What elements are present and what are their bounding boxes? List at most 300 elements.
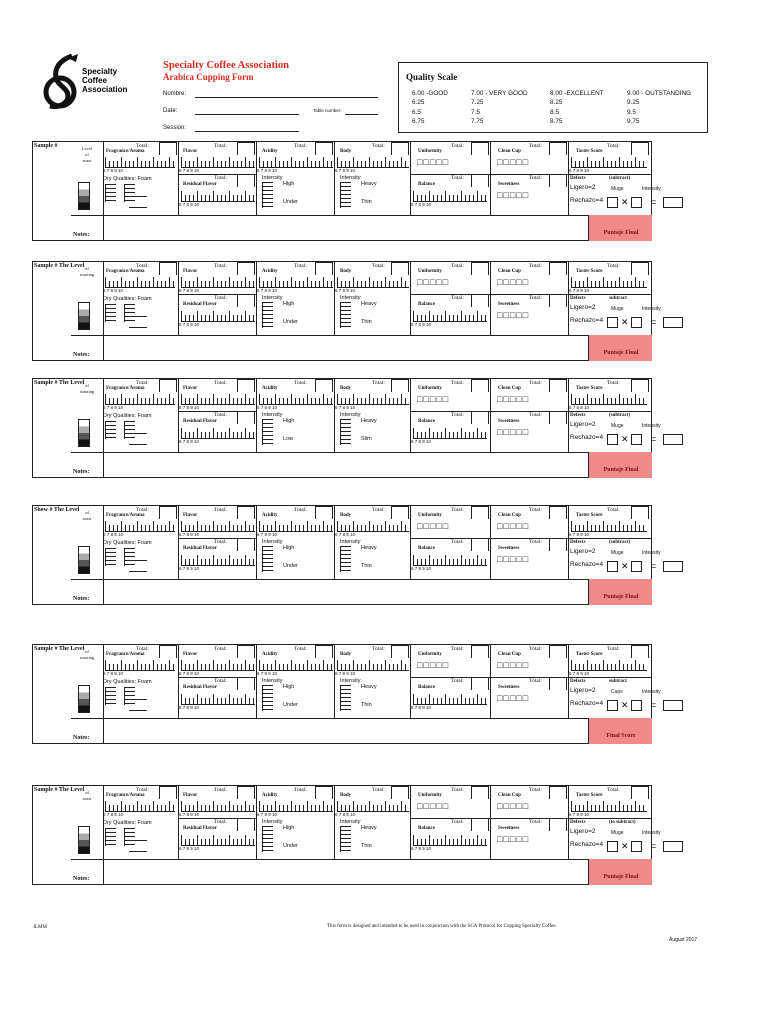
flavor-scale[interactable] xyxy=(181,392,255,405)
taster-score-label: Taster Score xyxy=(576,386,603,391)
total-box[interactable] xyxy=(391,645,409,658)
scale-numbers: 6 7 8 9 10 xyxy=(257,812,278,817)
uniformity-cup-boxes[interactable]: □□□□□ xyxy=(417,394,450,404)
sweetness-cup-boxes[interactable]: □□□□□ xyxy=(497,190,530,200)
intensity-label: Intensity xyxy=(642,830,661,836)
residual-scale[interactable] xyxy=(181,309,255,322)
total-box[interactable] xyxy=(391,142,409,155)
total-box[interactable] xyxy=(471,818,489,831)
final-score-box[interactable] xyxy=(588,579,652,605)
body-intensity-scale[interactable] xyxy=(340,826,351,852)
scale-numbers: 6 7 8 9 10 xyxy=(179,671,200,676)
total-box[interactable] xyxy=(237,818,255,831)
acidity-scale[interactable] xyxy=(259,519,333,532)
sweetness-cup-boxes[interactable]: □□□□□ xyxy=(497,834,530,844)
uniformity-cup-boxes[interactable]: □□□□□ xyxy=(417,157,450,167)
scale-numbers: 6 7 8 9 10 xyxy=(179,405,200,410)
body-intensity-scale[interactable] xyxy=(340,182,351,208)
taster-scale[interactable] xyxy=(571,392,647,405)
clean-cup-label: Clean Cup xyxy=(498,513,521,518)
defect-result-box[interactable] xyxy=(663,317,683,328)
session-label: Session: xyxy=(163,125,187,131)
total-label: Total: xyxy=(529,143,542,149)
total-label: Total: xyxy=(529,819,542,825)
total-box[interactable] xyxy=(471,677,489,690)
scale-numbers: 6 7 8 9 10 xyxy=(411,705,432,710)
final-score-label: Puntaje Final xyxy=(603,874,639,880)
heavy-label: Heavy xyxy=(361,684,377,690)
taster-scale[interactable] xyxy=(571,155,647,168)
flavor-scale[interactable] xyxy=(181,519,255,532)
scale-numbers: 6 7 8 9 10 xyxy=(257,532,278,537)
total-box[interactable] xyxy=(471,538,489,551)
roast-level-swatch[interactable] xyxy=(78,546,90,574)
total-label: Total: xyxy=(372,646,385,652)
total-box[interactable] xyxy=(631,786,649,799)
sweetness-cup-boxes[interactable]: □□□□□ xyxy=(497,310,530,320)
total-label: Total: xyxy=(294,263,307,269)
total-label: Total: xyxy=(214,678,227,684)
clean-cup-boxes[interactable]: □□□□□ xyxy=(497,521,530,531)
sample-label: Sample # The Level xyxy=(34,787,85,793)
acidity-scale[interactable] xyxy=(259,799,333,812)
equals-sign: = xyxy=(651,197,657,207)
defect-cups-box[interactable] xyxy=(607,197,618,208)
sweetness-cup-boxes[interactable]: □□□□□ xyxy=(497,693,530,703)
residual-scale[interactable] xyxy=(181,426,255,439)
residual-scale[interactable] xyxy=(181,833,255,846)
defect-result-box[interactable] xyxy=(663,700,683,711)
flavor-label: Flavor xyxy=(183,513,198,518)
date-label: Date: xyxy=(163,108,178,114)
balance-scale[interactable] xyxy=(413,189,487,202)
final-score-label: Puntaje Final xyxy=(603,594,639,600)
scale-numbers: 6 7 8 9 10 xyxy=(411,846,432,851)
flavor-label: Flavor xyxy=(183,269,198,274)
balance-scale[interactable] xyxy=(413,426,487,439)
high-label: High xyxy=(283,301,295,307)
total-box[interactable] xyxy=(549,411,567,424)
heavy-label: Heavy xyxy=(361,301,377,307)
divider xyxy=(569,174,651,175)
rechazo-label: Rechazo=4 xyxy=(570,317,604,324)
sweetness-label: Sweetness xyxy=(498,182,520,187)
flavor-scale[interactable] xyxy=(181,658,255,671)
defect-intensity-box[interactable] xyxy=(631,841,642,852)
total-box[interactable] xyxy=(631,262,649,275)
total-box[interactable] xyxy=(549,262,567,275)
scale-numbers: 6 7 8 9 10 xyxy=(569,812,590,817)
body-label: Body xyxy=(340,652,352,657)
defect-result-box[interactable] xyxy=(663,841,683,852)
intensity-label: Intensity xyxy=(340,295,361,301)
total-box[interactable] xyxy=(237,538,255,551)
balance-scale[interactable] xyxy=(413,309,487,322)
defect-intensity-box[interactable] xyxy=(631,197,642,208)
rechazo-label: Rechazo=4 xyxy=(570,197,604,204)
acidity-intensity-scale[interactable] xyxy=(262,302,273,328)
body-cell xyxy=(335,645,411,718)
total-label: Total: xyxy=(451,295,464,301)
body-intensity-scale[interactable] xyxy=(340,685,351,711)
sample-label: Show # The Level xyxy=(34,507,80,513)
total-box[interactable] xyxy=(159,262,177,275)
quality-scale-col: 8.00 -EXCELLENT 8.25 8.5 8.75 xyxy=(550,90,604,125)
total-label: Total: xyxy=(294,787,307,793)
total-label: Total: xyxy=(451,175,464,181)
uniformity-label: Uniformity xyxy=(418,793,442,798)
total-box[interactable] xyxy=(549,677,567,690)
total-box[interactable] xyxy=(315,506,333,519)
body-intensity-scale[interactable] xyxy=(340,546,351,572)
body-intensity-scale[interactable] xyxy=(340,419,351,445)
total-box[interactable] xyxy=(315,645,333,658)
defect-cups-box[interactable] xyxy=(607,700,618,711)
total-box[interactable] xyxy=(471,645,489,658)
clean-cup-boxes[interactable]: □□□□□ xyxy=(497,157,530,167)
uniformity-cell xyxy=(411,786,491,859)
residual-flavor-label: Residual Flavor xyxy=(183,182,218,187)
defect-cups-box[interactable] xyxy=(607,561,618,572)
intensity-label: Intensity xyxy=(340,412,361,418)
roast-level-swatch[interactable] xyxy=(78,182,90,210)
defect-intensity-box[interactable] xyxy=(631,434,642,445)
scale-numbers: 6 7 8 9 10 xyxy=(335,812,356,817)
defect-intensity-box[interactable] xyxy=(631,700,642,711)
fragrance-scale[interactable] xyxy=(105,275,175,288)
defects-label: Defects xyxy=(570,679,586,684)
final-score-label: Final Score xyxy=(606,733,636,739)
total-box[interactable] xyxy=(237,506,255,519)
acidity-intensity-scale[interactable] xyxy=(262,685,273,711)
total-box[interactable] xyxy=(631,645,649,658)
total-box[interactable] xyxy=(315,142,333,155)
total-box[interactable] xyxy=(471,142,489,155)
uniformity-cup-boxes[interactable]: □□□□□ xyxy=(417,521,450,531)
body-scale[interactable] xyxy=(337,519,409,532)
scale-numbers: 6 7 8 9 10 xyxy=(335,671,356,676)
total-box[interactable] xyxy=(159,506,177,519)
defects-label: Defects xyxy=(570,540,586,545)
balance-scale[interactable] xyxy=(413,692,487,705)
body-scale[interactable] xyxy=(337,799,409,812)
notes-divider xyxy=(71,718,651,719)
residual-scale[interactable] xyxy=(181,189,255,202)
flavor-scale[interactable] xyxy=(181,275,255,288)
body-scale[interactable] xyxy=(337,392,409,405)
final-score-box[interactable] xyxy=(588,335,652,361)
dry-scale[interactable] xyxy=(105,421,116,439)
total-box[interactable] xyxy=(471,506,489,519)
total-box[interactable] xyxy=(237,379,255,392)
thin-label: Slim xyxy=(361,436,372,442)
roast-level-swatch[interactable] xyxy=(78,826,90,854)
clean-cup-cell xyxy=(491,506,569,579)
under-label: Under xyxy=(283,563,298,569)
total-box[interactable] xyxy=(549,142,567,155)
uniformity-cell xyxy=(411,262,491,335)
quality-scale-col: 7.00 - VERY GOOD 7.25 7.5 7.75 xyxy=(471,90,528,125)
total-box[interactable] xyxy=(471,174,489,187)
total-box[interactable] xyxy=(549,818,567,831)
total-box[interactable] xyxy=(471,294,489,307)
subtract-label: (subtract) xyxy=(609,413,631,418)
roast-level-column xyxy=(71,379,104,477)
fragrance-scale[interactable] xyxy=(105,392,175,405)
total-label: Total: xyxy=(451,380,464,386)
total-label: Total: xyxy=(451,646,464,652)
footer-note: This form is designed and intended to be used in conjunction with the SCA Protocol for Cupping Specialty Coffee. xyxy=(327,924,557,929)
total-label: Total: xyxy=(529,787,542,793)
sweetness-cup-boxes[interactable]: □□□□□ xyxy=(497,427,530,437)
defect-result-box[interactable] xyxy=(663,197,683,208)
residual-scale[interactable] xyxy=(181,692,255,705)
total-box[interactable] xyxy=(237,294,255,307)
sample-block-4 xyxy=(32,505,661,605)
body-intensity-scale[interactable] xyxy=(340,302,351,328)
body-scale[interactable] xyxy=(337,275,409,288)
total-box[interactable] xyxy=(315,379,333,392)
total-box[interactable] xyxy=(471,786,489,799)
total-label: Total: xyxy=(529,412,542,418)
acidity-scale[interactable] xyxy=(259,275,333,288)
balance-scale[interactable] xyxy=(413,833,487,846)
subtract-label: (subtract) xyxy=(609,540,631,545)
residual-flavor-label: Residual Flavor xyxy=(183,302,218,307)
fragrance-scale[interactable] xyxy=(105,799,175,812)
total-box[interactable] xyxy=(391,786,409,799)
total-box[interactable] xyxy=(549,786,567,799)
dry-lines xyxy=(129,560,147,572)
total-box[interactable] xyxy=(237,645,255,658)
acidity-scale[interactable] xyxy=(259,392,333,405)
acidity-cell xyxy=(257,786,335,859)
dry-scale[interactable] xyxy=(105,184,116,202)
total-box[interactable] xyxy=(631,506,649,519)
dry-qualities-label: Dry Qualities: Foam xyxy=(103,679,152,685)
total-box[interactable] xyxy=(549,506,567,519)
roast-level-swatch[interactable] xyxy=(78,302,90,330)
fragrance-label: Fragrance/Aroma xyxy=(106,149,145,154)
uniformity-cell xyxy=(411,645,491,718)
thin-label: Thin xyxy=(361,563,372,569)
total-box[interactable] xyxy=(549,645,567,658)
final-score-box[interactable] xyxy=(588,859,652,885)
total-box[interactable] xyxy=(159,645,177,658)
uniformity-label: Uniformity xyxy=(418,513,442,518)
total-box[interactable] xyxy=(549,538,567,551)
total-label: Total: xyxy=(529,678,542,684)
total-box[interactable] xyxy=(471,262,489,275)
roast-level-column xyxy=(71,645,104,743)
high-label: High xyxy=(283,181,295,187)
final-score-box[interactable] xyxy=(588,452,652,478)
defect-intensity-box[interactable] xyxy=(631,561,642,572)
intensity-label: Intensity xyxy=(642,550,661,556)
total-label: Total: xyxy=(136,143,149,149)
intensity-label: Intensity xyxy=(340,175,361,181)
defect-intensity-box[interactable] xyxy=(631,317,642,328)
scale-numbers: 6 7 8 9 10 xyxy=(179,288,200,293)
dry-lines xyxy=(129,196,147,208)
acidity-intensity-scale[interactable] xyxy=(262,546,273,572)
acidity-intensity-scale[interactable] xyxy=(262,182,273,208)
body-scale[interactable] xyxy=(337,658,409,671)
clean-cup-boxes[interactable]: □□□□□ xyxy=(497,277,530,287)
dry-scale[interactable] xyxy=(105,828,116,846)
dry-scale[interactable] xyxy=(105,548,116,566)
dry-qualities-label: Dry Qualities: Foam xyxy=(103,820,152,826)
body-cell xyxy=(335,262,411,335)
body-scale[interactable] xyxy=(337,155,409,168)
defect-cups-box[interactable] xyxy=(607,317,618,328)
svg-text:Association: Association xyxy=(82,85,128,94)
total-box[interactable] xyxy=(315,262,333,275)
uniformity-label: Uniformity xyxy=(418,149,442,154)
uniformity-label: Uniformity xyxy=(418,269,442,274)
acidity-scale[interactable] xyxy=(259,155,333,168)
clean-cup-boxes[interactable]: □□□□□ xyxy=(497,660,530,670)
final-score-box[interactable] xyxy=(588,215,652,241)
ligero-label: Ligero=2 xyxy=(570,548,596,555)
total-box[interactable] xyxy=(237,142,255,155)
fragrance-scale[interactable] xyxy=(105,658,175,671)
under-label: Under xyxy=(283,702,298,708)
acidity-scale[interactable] xyxy=(259,658,333,671)
defect-result-box[interactable] xyxy=(663,561,683,572)
total-box[interactable] xyxy=(549,174,567,187)
total-box[interactable] xyxy=(631,379,649,392)
total-box[interactable] xyxy=(391,379,409,392)
dry-scale[interactable] xyxy=(105,304,116,322)
total-label: Total: xyxy=(529,539,542,545)
total-label: Total: xyxy=(294,646,307,652)
uniformity-cup-boxes[interactable]: □□□□□ xyxy=(417,801,450,811)
scale-numbers: 6 7 8 9 10 xyxy=(179,532,200,537)
total-box[interactable] xyxy=(159,786,177,799)
total-label: Total: xyxy=(214,507,227,513)
ligero-label: Ligero=2 xyxy=(570,828,596,835)
taster-scale[interactable] xyxy=(571,799,647,812)
uniformity-cup-boxes[interactable]: □□□□□ xyxy=(417,277,450,287)
total-box[interactable] xyxy=(315,786,333,799)
clean-cup-boxes[interactable]: □□□□□ xyxy=(497,801,530,811)
total-box[interactable] xyxy=(237,677,255,690)
roast-level-swatch[interactable] xyxy=(78,419,90,447)
total-label: Total: xyxy=(451,787,464,793)
uniformity-label: Uniformity xyxy=(418,386,442,391)
acidity-cell xyxy=(257,142,335,215)
total-label: Total: xyxy=(372,380,385,386)
date-field[interactable] xyxy=(195,114,299,115)
taster-scale[interactable] xyxy=(571,658,647,671)
defect-result-box[interactable] xyxy=(663,434,683,445)
total-box[interactable] xyxy=(237,786,255,799)
acidity-cell xyxy=(257,379,335,452)
roast-level-swatch[interactable] xyxy=(78,685,90,713)
equals-sign: = xyxy=(651,841,657,851)
acidity-label: Acidity xyxy=(262,149,278,154)
total-box[interactable] xyxy=(391,506,409,519)
table-number-field[interactable] xyxy=(345,114,378,115)
taster-scale[interactable] xyxy=(571,275,647,288)
scale-numbers: 6 7 8 9 10 xyxy=(257,671,278,676)
total-box[interactable] xyxy=(237,262,255,275)
balance-scale[interactable] xyxy=(413,553,487,566)
fragrance-label: Fragrance/Aroma xyxy=(106,269,145,274)
final-score-label: Puntaje Final xyxy=(603,467,639,473)
acidity-intensity-scale[interactable] xyxy=(262,419,273,445)
total-box[interactable] xyxy=(549,379,567,392)
sweetness-label: Sweetness xyxy=(498,546,520,551)
defect-cups-box[interactable] xyxy=(607,434,618,445)
uniformity-label: Uniformity xyxy=(418,652,442,657)
scale-numbers: 6 7 8 9 10 xyxy=(335,532,356,537)
dry-qualities-label: Dry Qualities: Foam xyxy=(103,540,152,546)
heavy-label: Heavy xyxy=(361,181,377,187)
sweetness-cup-boxes[interactable]: □□□□□ xyxy=(497,554,530,564)
total-box[interactable] xyxy=(159,142,177,155)
flavor-scale[interactable] xyxy=(181,155,255,168)
clean-cup-boxes[interactable]: □□□□□ xyxy=(497,394,530,404)
defect-cups-box[interactable] xyxy=(607,841,618,852)
sample-label: Sample # The Level xyxy=(34,263,85,269)
final-score-box[interactable] xyxy=(588,718,652,744)
total-label: Total: xyxy=(214,819,227,825)
total-box[interactable] xyxy=(391,262,409,275)
divider xyxy=(569,294,651,295)
dry-lines xyxy=(129,840,147,852)
total-box[interactable] xyxy=(237,411,255,424)
total-box[interactable] xyxy=(159,379,177,392)
ligero-label: Ligero=2 xyxy=(570,304,596,311)
dry-scale[interactable] xyxy=(105,687,116,705)
scale-numbers: 6 7 8 9 10 xyxy=(569,288,590,293)
acidity-label: Acidity xyxy=(262,793,278,798)
body-label: Body xyxy=(340,269,352,274)
multiply-sign: ✕ xyxy=(621,700,629,710)
total-label: Total: xyxy=(607,143,620,149)
session-field[interactable] xyxy=(195,131,299,132)
flavor-cell xyxy=(179,506,257,579)
total-box[interactable] xyxy=(471,411,489,424)
defects-label: Defects xyxy=(570,296,586,301)
fragrance-scale[interactable] xyxy=(105,519,175,532)
total-box[interactable] xyxy=(631,142,649,155)
total-label: Total: xyxy=(136,507,149,513)
high-label: High xyxy=(283,825,295,831)
total-box[interactable] xyxy=(549,294,567,307)
flavor-scale[interactable] xyxy=(181,799,255,812)
fragrance-scale[interactable] xyxy=(105,155,175,168)
thin-label: Thin xyxy=(361,319,372,325)
uniformity-cup-boxes[interactable]: □□□□□ xyxy=(417,660,450,670)
total-label: Total: xyxy=(607,646,620,652)
nombre-field[interactable] xyxy=(195,97,378,98)
notes-divider xyxy=(71,335,651,336)
taster-scale[interactable] xyxy=(571,519,647,532)
acidity-intensity-scale[interactable] xyxy=(262,826,273,852)
acidity-label: Acidity xyxy=(262,513,278,518)
fragrance-cell xyxy=(103,786,179,859)
flavor-label: Flavor xyxy=(183,149,198,154)
total-label: Total: xyxy=(529,646,542,652)
total-box[interactable] xyxy=(471,379,489,392)
total-box[interactable] xyxy=(237,174,255,187)
flavor-label: Flavor xyxy=(183,386,198,391)
cups-label: Muge xyxy=(611,186,624,192)
residual-scale[interactable] xyxy=(181,553,255,566)
